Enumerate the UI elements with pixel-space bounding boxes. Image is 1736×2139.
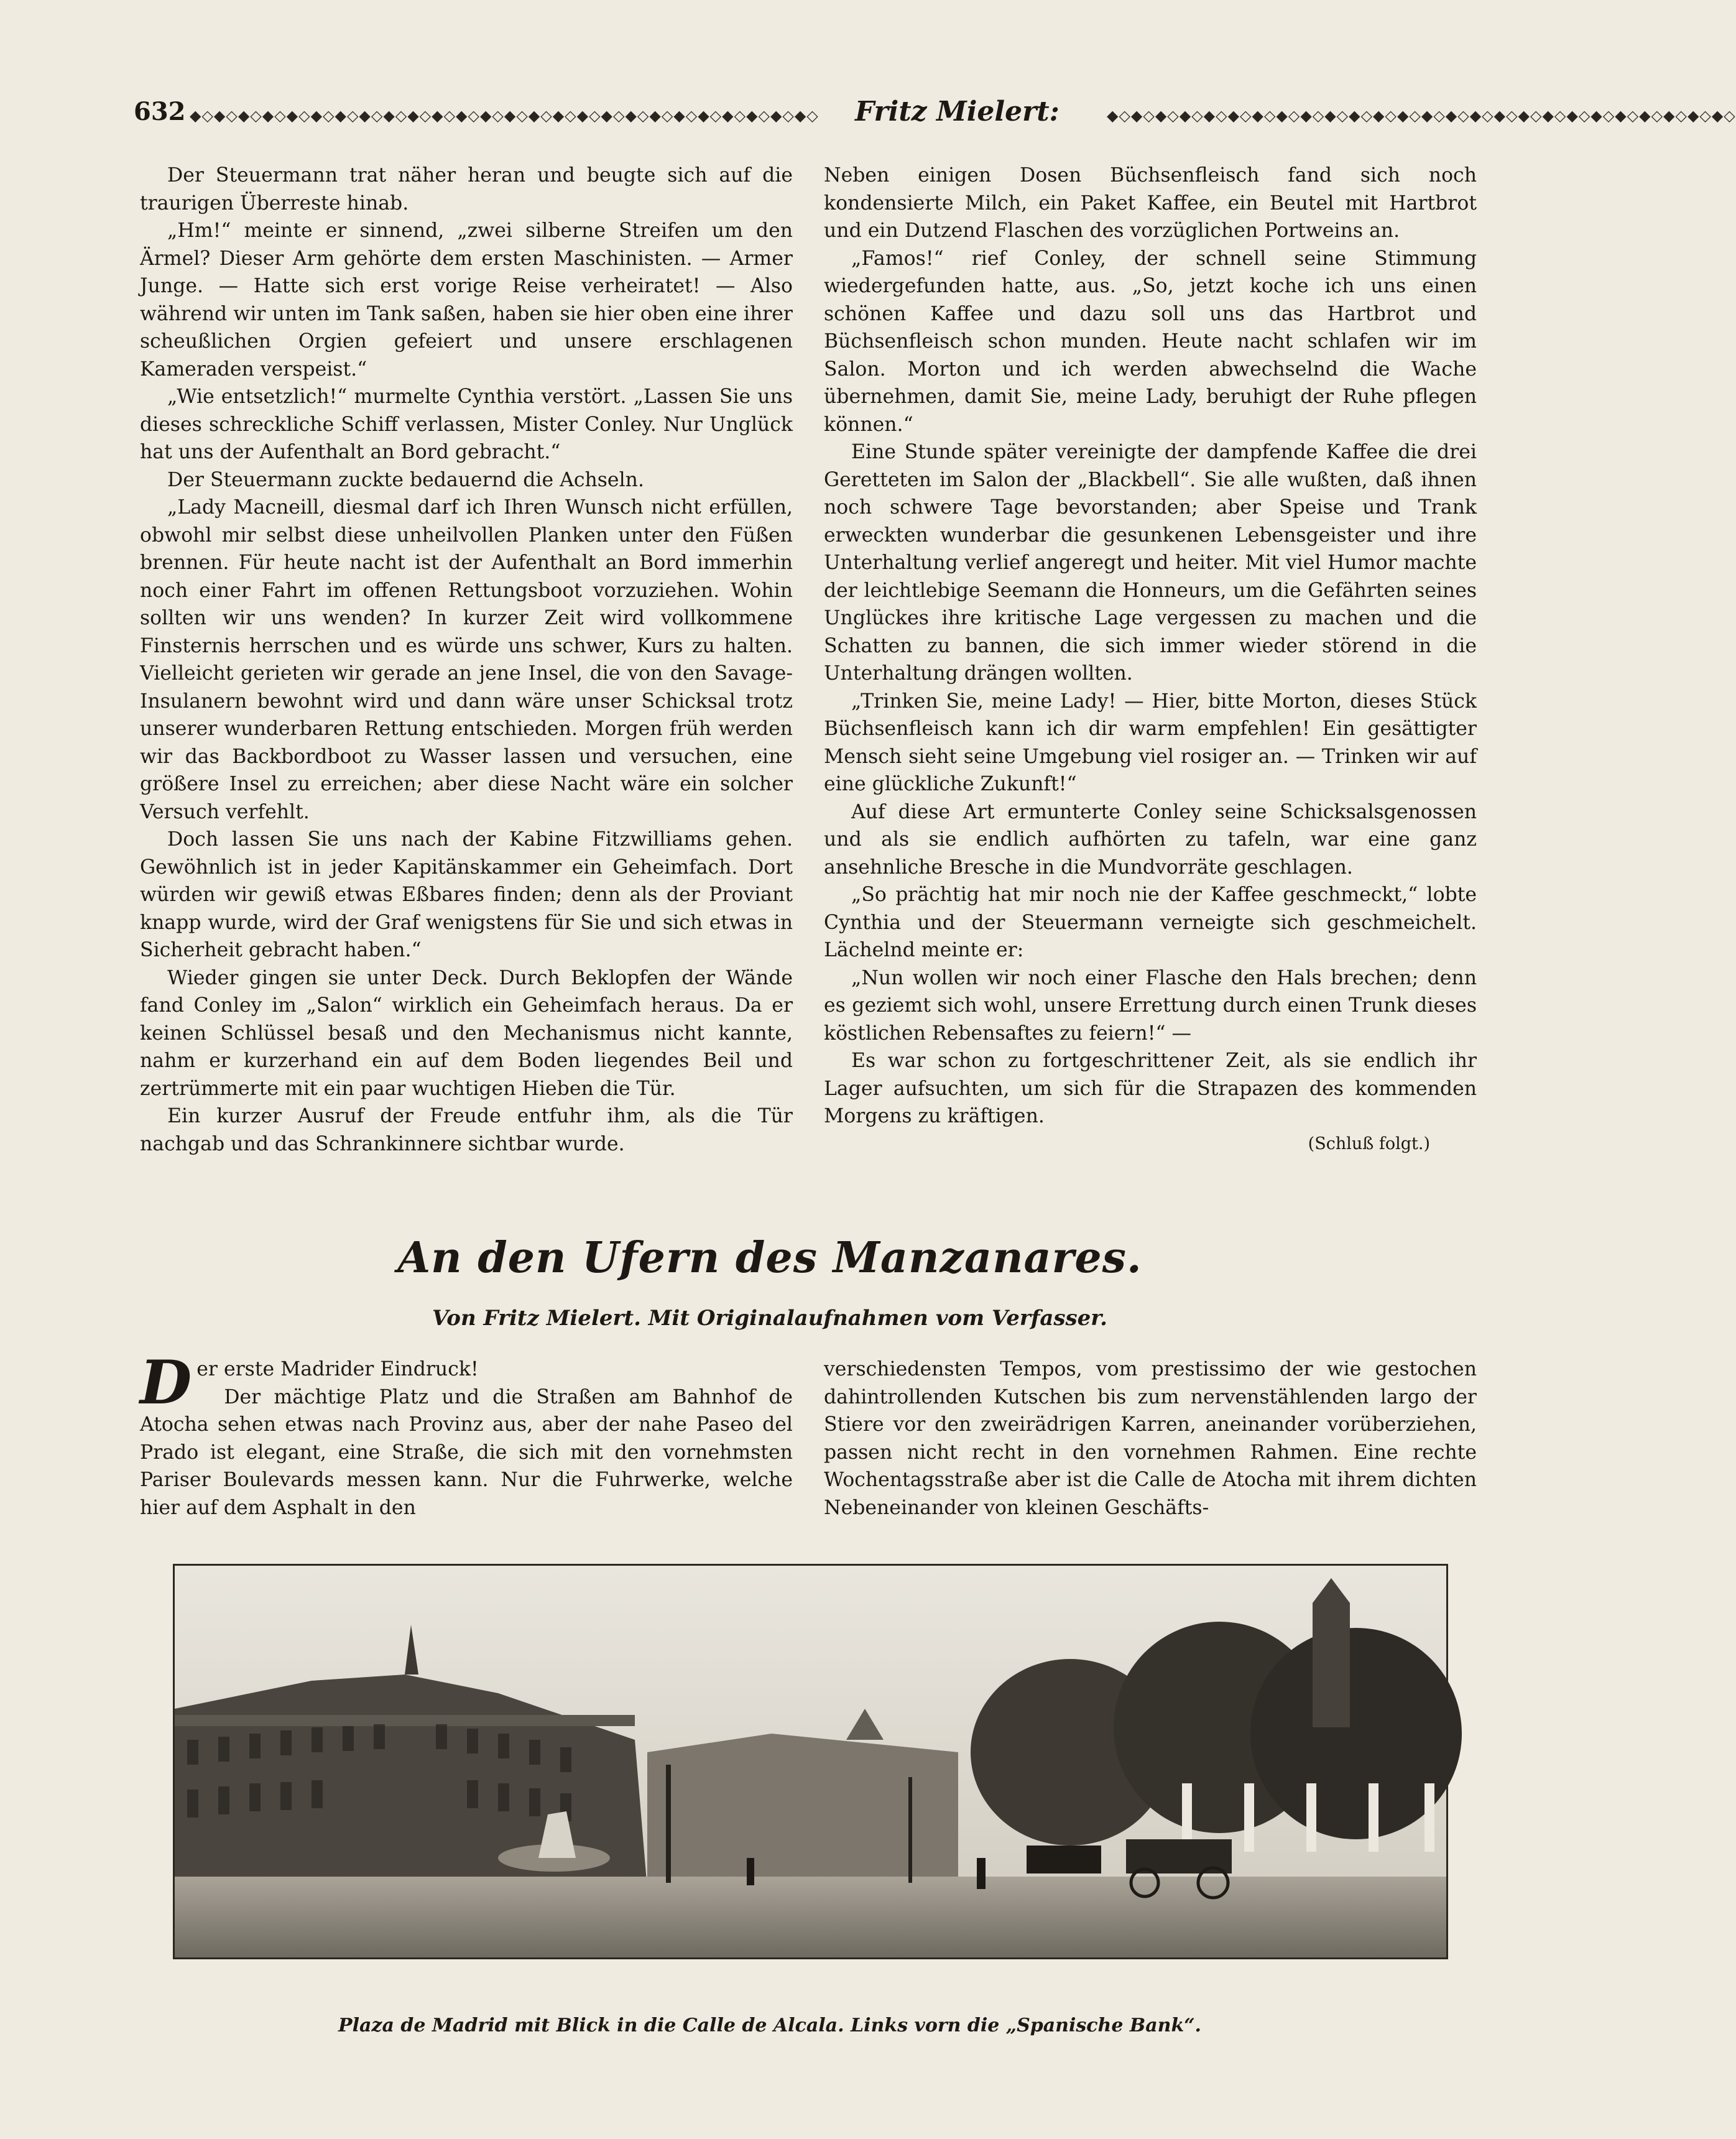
story-paragraph: „Trinken Sie, meine Lady! — Hier, bitte Morton, dieses Stück Büchsenfleisch kann ich dir warm empfehlen! Ein gesättigter Mensch sieht seine Umgebung viel rosiger an. — Trinken wir auf eine glückliche Zukunft!“ <box>824 690 1477 795</box>
running-title: Fritz Mielert: <box>855 96 1060 127</box>
story-paragraph: Ein kurzer Ausruf der Freude entfuhr ihm, als die Tür nachgab und das Schrankinnere sichtbar wurde. <box>140 1105 793 1155</box>
article-paragraph: Der mächtige Platz und die Straßen am Bahnhof de Atocha sehen etwas nach Provinz aus, aber der nahe Paseo del Prado ist elegant, eine Straße, die sich mit den vornehmsten Pariser Boulevards messen kann. Nur die Fuhrwerke, welche hier auf dem Asphalt in den <box>140 1385 793 1519</box>
drop-cap: D <box>140 1347 192 1418</box>
opening-line-text: er erste Madrider Eindruck! <box>196 1358 479 1380</box>
article-column-left <box>140 1347 793 1522</box>
article-opening-line <box>140 1347 793 1418</box>
ornament-rule-left: ◆◇◆◇◆◇◆◇◆◇◆◇◆◇◆◇◆◇◆◇◆◇◆◇◆◇◆◇◆◇◆◇◆◇◆◇◆◇◆◇◆◇◆◇◆◇◆◇◆◇◆◇ <box>190 107 819 124</box>
page-number: 632 <box>134 97 186 126</box>
story-paragraph: Doch lassen Sie uns nach der Kabine Fitzwilliams gehen. Gewöhnlich ist in jeder Kapitänskammer ein Geheimfach. Dort würden wir gewiß etwas Eßbares finden; denn als der Proviant knapp wurde, wird der Graf wenigstens für Sie und sich etwas in Sicherheit gebracht haben.“ <box>140 828 793 961</box>
story-column-right <box>824 162 1477 1158</box>
story-paragraph: „Famos!“ rief Conley, der schnell seine Stimmung wiedergefunden hatte, aus. „So, jetzt koche ich uns einen schönen Kaffee und dazu soll uns das Hartbrot und Büchsenfleisch schon munden. Heute nacht schlafen wir im Salon. Morton und ich werden abwechselnd die Wache übernehmen, damit Sie, meine Lady, beruhigt der Ruhe pflegen können.“ <box>824 247 1477 436</box>
story-paragraph: Der Steuermann zuckte bedauernd die Achseln. <box>167 468 644 491</box>
street-photograph <box>173 1564 1448 1959</box>
photo-caption: Plaza de Madrid mit Blick in die Calle de Alcala. Links vorn die „Spanische Bank“. <box>338 2015 1201 2036</box>
page-header <box>134 95 1736 138</box>
story-paragraph: Es war schon zu fortgeschrittener Zeit, als sie endlich ihr Lager aufsuchten, um sich für die Strapazen des kommenden Morgens zu kräftigen. <box>824 1050 1477 1127</box>
ornament-rule-right: ◆◇◆◇◆◇◆◇◆◇◆◇◆◇◆◇◆◇◆◇◆◇◆◇◆◇◆◇◆◇◆◇◆◇◆◇◆◇◆◇◆◇◆◇◆◇◆◇◆◇◆◇ <box>1107 107 1736 124</box>
story-paragraph: „Lady Macneill, diesmal darf ich Ihren Wunsch nicht erfüllen, obwohl mir selbst diese unheilvollen Planken unter den Füßen brennen. Für heute nacht ist der Aufenthalt an Bord immerhin noch einer Fahrt im offenen Rettungsboot vorzuziehen. Wohin sollten wir uns wenden? In kurzer Zeit wird vollkommene Finsternis herrschen und es würde uns schwer, Kurs zu halten. Vielleicht gerieten wir gerade an jene Insel, die von den Savage-Insulanern bewohnt wird und dann wäre unser Schicksal trotz unserer wunderbaren Rettung entschieden. Morgen früh werden wir das Backbordboot zu Wasser lassen und versuchen, eine größere Insel zu erreichen; aber diese Nacht wäre ein solcher Versuch verfehlt. <box>140 496 793 823</box>
story-paragraph: „Wie entsetzlich!“ murmelte Cynthia verstört. „Lassen Sie uns dieses schreckliche Schiff verlassen, Mister Conley. Nur Unglück hat uns der Aufenthalt an Bord gebracht.“ <box>140 386 793 463</box>
story-paragraph-continued: Neben einigen Dosen Büchsenfleisch fand sich noch kondensierte Milch, ein Paket Kaffee, ein Beutel mit Hartbrot und ein Dutzend Flaschen des vorzüglichen Portweins an. <box>824 164 1477 242</box>
article-column-right <box>824 1356 1477 1522</box>
story-paragraph: Wieder gingen sie unter Deck. Durch Beklopfen der Wände fand Conley im „Salon“ wirklich ein Geheimfach heraus. Da er keinen Schlüssel besaß und den Mechanismus nicht kannte, nahm er kurzerhand ein auf dem Boden liegendes Beil und zertrümmerte mit ein paar wuchtigen Hieben die Tür. <box>140 966 793 1100</box>
story-paragraph: „Hm!“ meinte er sinnend, „zwei silberne Streifen um den Ärmel? Dieser Arm gehörte dem ersten Maschinisten. — Armer Junge. — Hatte sich erst vorige Reise verheiratet! — Also während wir unten im Tank saßen, haben sie hier oben eine ihrer scheußlichen Orgien gefeiert und unsere erschlagenen Kameraden verspeist.“ <box>140 219 793 381</box>
to-be-continued-note: (Schluß folgt.) <box>1308 1134 1430 1153</box>
story-paragraph: „So prächtig hat mir noch nie der Kaffee geschmeckt,“ lobte Cynthia und der Steuermann verneigte sich geschmeichelt. Lächelnd meinte er: <box>824 884 1477 961</box>
plaza-scene-illustration <box>175 1566 1446 1957</box>
story-paragraph: Eine Stunde später vereinigte der dampfende Kaffee die drei Geretteten im Salon der „Blackbell“. Sie alle wußten, daß ihnen noch schwere Tage bevorstanden; aber Speise und Trank erweckten wunderbar die gesunkenen Lebensgeister und ihre Unterhaltung verlief angeregt und heiter. Mit viel Humor machte der leichtlebige Seemann die Honneurs, um die Gefährten seines Unglückes ihre kritische Lage vergessen zu machen und die Schatten zu bannen, die sich immer wieder störend in die Unterhaltung drängen wollten. <box>824 441 1477 685</box>
article-title: An den Ufern des Manzanares. <box>397 1233 1142 1283</box>
story-paragraph: Der Steuermann trat näher heran und beugte sich auf die traurigen Überreste hinab. <box>140 164 793 215</box>
story-paragraph: Auf diese Art ermunterte Conley seine Schicksalsgenossen und als sie endlich aufhörten zu tafeln, war eine ganz ansehnliche Bresche in die Mundvorräte geschlagen. <box>824 800 1477 879</box>
story-column-left <box>140 162 793 1158</box>
article-paragraph-continued: verschiedensten Tempos, vom prestissimo der wie gestochen dahintrollenden Kutschen bis zum nervenstählenden largo der Stiere vor den zweirädrigen Karren, aneinander vorüberziehen, passen nicht recht in den vornehmen Rahmen. Eine rechte Wochentagsstraße aber ist die Calle de Atocha mit ihrem dichten Nebeneinander von kleinen Geschäfts- <box>824 1358 1477 1519</box>
article-byline: Von Fritz Mielert. Mit Originalaufnahmen vom Verfasser. <box>432 1306 1107 1331</box>
story-paragraph: „Nun wollen wir noch einer Flasche den Hals brechen; denn es geziemt sich wohl, unsere Errettung durch einen Trunk dieses köstlichen Rebensaftes zu feiern!“ — <box>824 966 1477 1045</box>
